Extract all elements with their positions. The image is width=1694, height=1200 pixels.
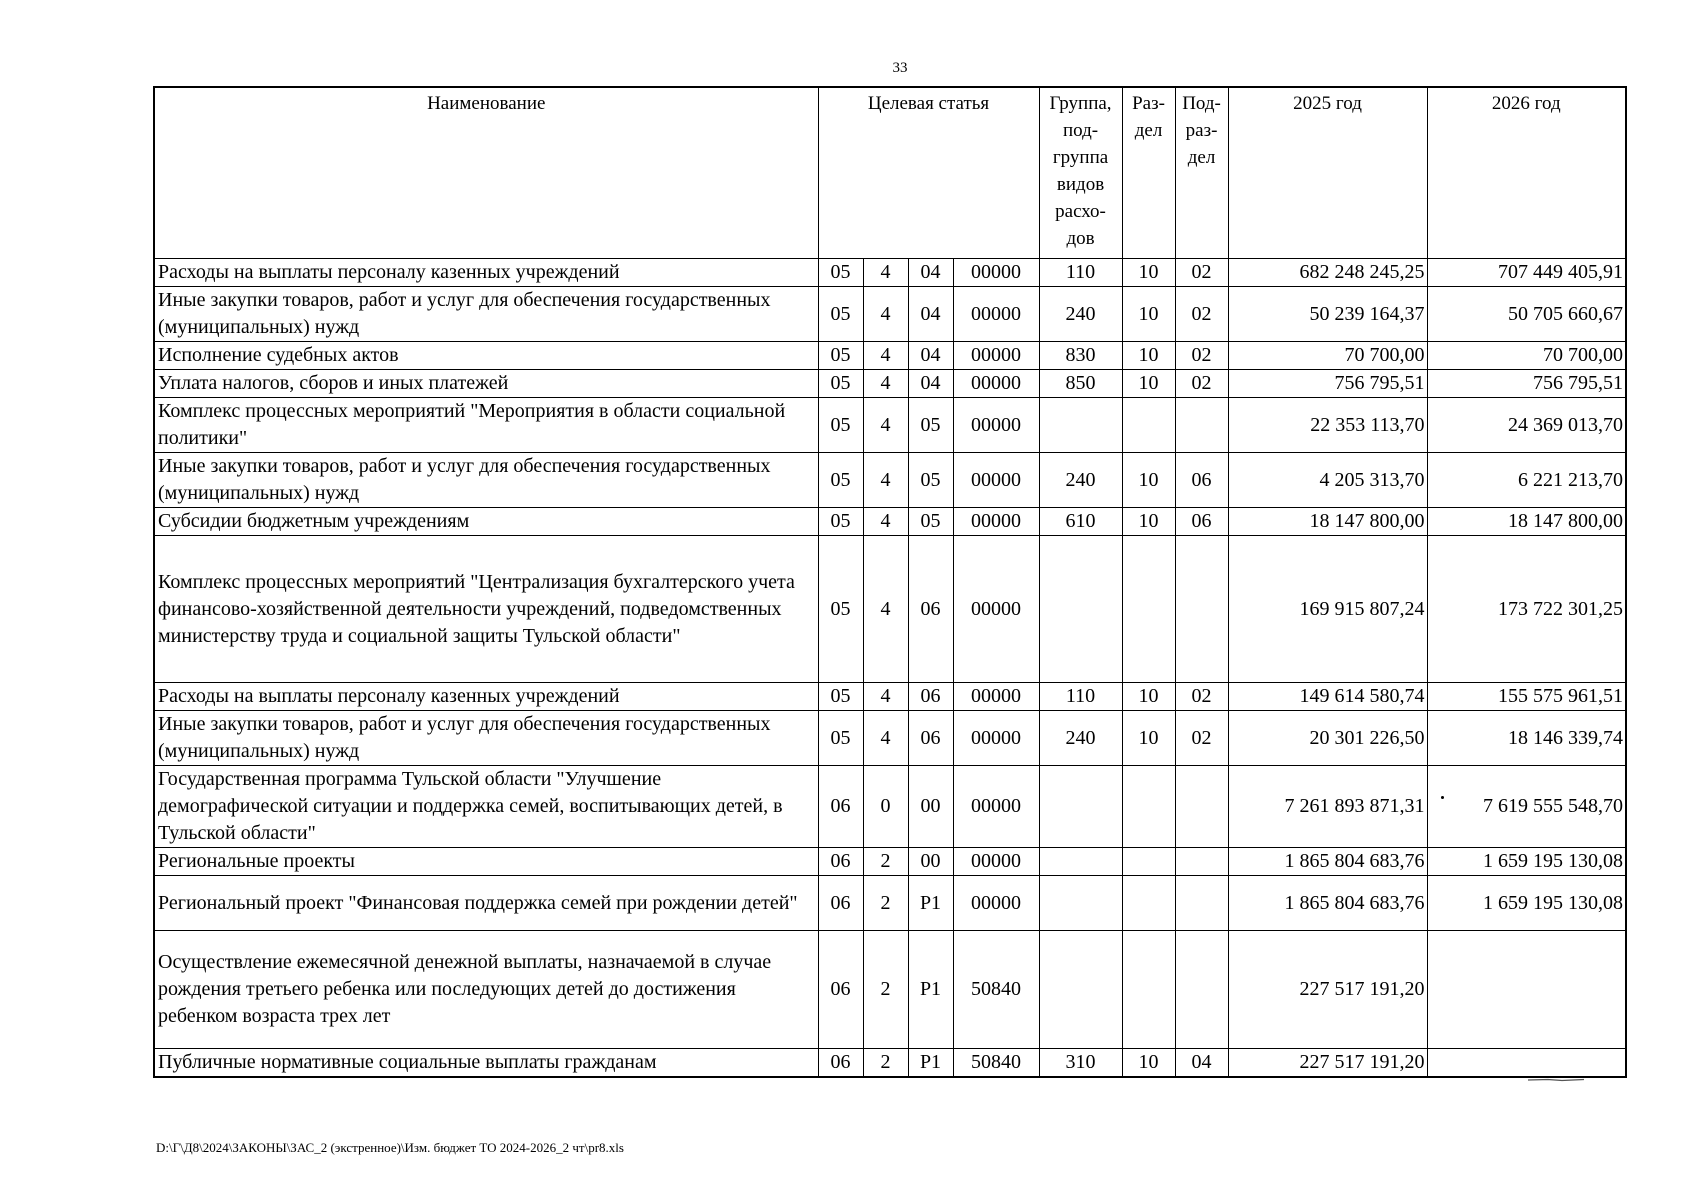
target-code-3: 05 bbox=[908, 453, 953, 508]
expense-group bbox=[1039, 876, 1122, 931]
amount-2025: 4 205 313,70 bbox=[1228, 453, 1427, 508]
subsection: 02 bbox=[1175, 683, 1228, 711]
target-code-3: P1 bbox=[908, 1049, 953, 1078]
subsection bbox=[1175, 766, 1228, 848]
target-code-1: 05 bbox=[818, 370, 863, 398]
target-code-2: 4 bbox=[863, 453, 908, 508]
amount-2025: 20 301 226,50 bbox=[1228, 711, 1427, 766]
section bbox=[1122, 876, 1175, 931]
target-code-2: 2 bbox=[863, 1049, 908, 1078]
table-row bbox=[154, 453, 1626, 508]
header-2026: 2026 год bbox=[1427, 87, 1626, 259]
table-body bbox=[154, 259, 1626, 1078]
row-name: Региональные проекты bbox=[154, 848, 818, 876]
target-code-3: 04 bbox=[908, 370, 953, 398]
row-name: Иные закупки товаров, работ и услуг для обеспечения государственных (муниципальных) нужд bbox=[154, 287, 818, 342]
target-code-1: 06 bbox=[818, 848, 863, 876]
target-code-4: 00000 bbox=[953, 508, 1039, 536]
amount-2026: 707 449 405,91 bbox=[1427, 259, 1626, 287]
subsection: 02 bbox=[1175, 342, 1228, 370]
target-code-2: 4 bbox=[863, 683, 908, 711]
subsection bbox=[1175, 848, 1228, 876]
pen-stroke-mark bbox=[1528, 1078, 1584, 1082]
target-code-3: 04 bbox=[908, 259, 953, 287]
target-code-2: 4 bbox=[863, 711, 908, 766]
row-name: Субсидии бюджетным учреждениям bbox=[154, 508, 818, 536]
subsection bbox=[1175, 931, 1228, 1049]
target-code-4: 00000 bbox=[953, 848, 1039, 876]
target-code-3: 04 bbox=[908, 342, 953, 370]
target-code-3: 05 bbox=[908, 398, 953, 453]
subsection: 06 bbox=[1175, 508, 1228, 536]
section bbox=[1122, 848, 1175, 876]
table-row bbox=[154, 287, 1626, 342]
amount-2026: 24 369 013,70 bbox=[1427, 398, 1626, 453]
section: 10 bbox=[1122, 287, 1175, 342]
header-name: Наименование bbox=[154, 87, 818, 259]
target-code-2: 4 bbox=[863, 370, 908, 398]
target-code-2: 4 bbox=[863, 259, 908, 287]
amount-2026: 6 221 213,70 bbox=[1427, 453, 1626, 508]
target-code-2: 0 bbox=[863, 766, 908, 848]
target-code-1: 05 bbox=[818, 711, 863, 766]
target-code-1: 05 bbox=[818, 259, 863, 287]
table-row bbox=[154, 370, 1626, 398]
expense-group: 240 bbox=[1039, 711, 1122, 766]
target-code-4: 50840 bbox=[953, 1049, 1039, 1078]
amount-2026 bbox=[1427, 931, 1626, 1049]
row-name: Расходы на выплаты персоналу казенных учреждений bbox=[154, 259, 818, 287]
target-code-3: P1 bbox=[908, 876, 953, 931]
amount-2026 bbox=[1427, 1049, 1626, 1078]
row-name: Публичные нормативные социальные выплаты гражданам bbox=[154, 1049, 818, 1078]
section: 10 bbox=[1122, 259, 1175, 287]
row-name: Осуществление ежемесячной денежной выплаты, назначаемой в случае рождения третьего ребенка или последующих детей до достижения ребенком возраста трех лет bbox=[154, 931, 818, 1049]
target-code-3: 06 bbox=[908, 683, 953, 711]
row-name: Комплекс процессных мероприятий "Централизация бухгалтерского учета финансово-хозяйственной деятельности учреждений, подведомственных министерству труда и социальной защиты Тульской области" bbox=[154, 536, 818, 683]
target-code-4: 00000 bbox=[953, 370, 1039, 398]
section bbox=[1122, 766, 1175, 848]
target-code-2: 4 bbox=[863, 342, 908, 370]
row-name: Региональный проект "Финансовая поддержка семей при рождении детей" bbox=[154, 876, 818, 931]
header-group: Группа, под-группа видов расхо-дов bbox=[1039, 87, 1122, 259]
expense-group: 110 bbox=[1039, 259, 1122, 287]
amount-2025: 682 248 245,25 bbox=[1228, 259, 1427, 287]
amount-2025: 18 147 800,00 bbox=[1228, 508, 1427, 536]
expense-group bbox=[1039, 398, 1122, 453]
target-code-1: 05 bbox=[818, 287, 863, 342]
target-code-3: 05 bbox=[908, 508, 953, 536]
subsection: 02 bbox=[1175, 711, 1228, 766]
table-row bbox=[154, 848, 1626, 876]
amount-2026: 18 147 800,00 bbox=[1427, 508, 1626, 536]
expense-group: 110 bbox=[1039, 683, 1122, 711]
amount-2026: 50 705 660,67 bbox=[1427, 287, 1626, 342]
target-code-3: 00 bbox=[908, 848, 953, 876]
budget-table bbox=[153, 86, 1627, 1078]
target-code-1: 05 bbox=[818, 508, 863, 536]
page-number: 33 bbox=[892, 60, 908, 76]
subsection bbox=[1175, 876, 1228, 931]
section: 10 bbox=[1122, 508, 1175, 536]
target-code-4: 00000 bbox=[953, 287, 1039, 342]
row-name: Расходы на выплаты персоналу казенных учреждений bbox=[154, 683, 818, 711]
target-code-4: 00000 bbox=[953, 259, 1039, 287]
expense-group: 610 bbox=[1039, 508, 1122, 536]
target-code-3: 06 bbox=[908, 711, 953, 766]
target-code-3: 06 bbox=[908, 536, 953, 683]
amount-2026: 18 146 339,74 bbox=[1427, 711, 1626, 766]
header-subsection: Под-раз-дел bbox=[1175, 87, 1228, 259]
amount-2026: 1 659 195 130,08 bbox=[1427, 848, 1626, 876]
section: 10 bbox=[1122, 683, 1175, 711]
target-code-1: 05 bbox=[818, 398, 863, 453]
amount-2025: 50 239 164,37 bbox=[1228, 287, 1427, 342]
target-code-1: 05 bbox=[818, 683, 863, 711]
stray-dot-mark bbox=[1441, 796, 1444, 799]
file-path-footer: D:\Г\Д8\2024\ЗАКОНЫ\ЗАС_2 (экстренное)\Изм. бюджет ТО 2024-2026_2 чт\pr8.xls bbox=[156, 1140, 624, 1155]
target-code-4: 00000 bbox=[953, 453, 1039, 508]
amount-2025: 169 915 807,24 bbox=[1228, 536, 1427, 683]
subsection: 06 bbox=[1175, 453, 1228, 508]
target-code-2: 4 bbox=[863, 508, 908, 536]
amount-2025: 7 261 893 871,31 bbox=[1228, 766, 1427, 848]
amount-2025: 22 353 113,70 bbox=[1228, 398, 1427, 453]
amount-2026: 155 575 961,51 bbox=[1427, 683, 1626, 711]
row-name: Иные закупки товаров, работ и услуг для обеспечения государственных (муниципальных) нужд bbox=[154, 711, 818, 766]
target-code-3: 04 bbox=[908, 287, 953, 342]
amount-2025: 1 865 804 683,76 bbox=[1228, 848, 1427, 876]
row-name: Исполнение судебных актов bbox=[154, 342, 818, 370]
section: 10 bbox=[1122, 370, 1175, 398]
target-code-4: 00000 bbox=[953, 536, 1039, 683]
row-name: Иные закупки товаров, работ и услуг для обеспечения государственных (муниципальных) нужд bbox=[154, 453, 818, 508]
amount-2026: 173 722 301,25 bbox=[1427, 536, 1626, 683]
subsection: 02 bbox=[1175, 259, 1228, 287]
header-target: Целевая статья bbox=[818, 87, 1039, 259]
subsection: 02 bbox=[1175, 370, 1228, 398]
target-code-3: P1 bbox=[908, 931, 953, 1049]
expense-group bbox=[1039, 931, 1122, 1049]
subsection: 04 bbox=[1175, 1049, 1228, 1078]
target-code-2: 4 bbox=[863, 398, 908, 453]
target-code-2: 2 bbox=[863, 848, 908, 876]
row-name: Уплата налогов, сборов и иных платежей bbox=[154, 370, 818, 398]
subsection bbox=[1175, 398, 1228, 453]
expense-group: 310 bbox=[1039, 1049, 1122, 1078]
table-row bbox=[154, 536, 1626, 683]
target-code-2: 2 bbox=[863, 931, 908, 1049]
target-code-2: 4 bbox=[863, 536, 908, 683]
target-code-4: 00000 bbox=[953, 766, 1039, 848]
table-row bbox=[154, 508, 1626, 536]
table-row bbox=[154, 711, 1626, 766]
amount-2026: 7 619 555 548,70 bbox=[1427, 766, 1626, 848]
expense-group bbox=[1039, 536, 1122, 683]
table-row bbox=[154, 398, 1626, 453]
amount-2025: 1 865 804 683,76 bbox=[1228, 876, 1427, 931]
expense-group bbox=[1039, 766, 1122, 848]
target-code-4: 50840 bbox=[953, 931, 1039, 1049]
target-code-1: 06 bbox=[818, 766, 863, 848]
amount-2025: 227 517 191,20 bbox=[1228, 1049, 1427, 1078]
section bbox=[1122, 536, 1175, 683]
expense-group: 850 bbox=[1039, 370, 1122, 398]
table-row bbox=[154, 876, 1626, 931]
amount-2025: 756 795,51 bbox=[1228, 370, 1427, 398]
expense-group: 830 bbox=[1039, 342, 1122, 370]
header-2025: 2025 год bbox=[1228, 87, 1427, 259]
table-row bbox=[154, 259, 1626, 287]
target-code-1: 06 bbox=[818, 1049, 863, 1078]
table-row bbox=[154, 683, 1626, 711]
table-header-row bbox=[154, 87, 1626, 259]
expense-group: 240 bbox=[1039, 287, 1122, 342]
amount-2026: 756 795,51 bbox=[1427, 370, 1626, 398]
target-code-1: 06 bbox=[818, 931, 863, 1049]
target-code-4: 00000 bbox=[953, 683, 1039, 711]
header-section: Раз-дел bbox=[1122, 87, 1175, 259]
target-code-4: 00000 bbox=[953, 342, 1039, 370]
table-row bbox=[154, 1049, 1626, 1078]
target-code-3: 00 bbox=[908, 766, 953, 848]
table-row bbox=[154, 766, 1626, 848]
target-code-1: 05 bbox=[818, 536, 863, 683]
section bbox=[1122, 398, 1175, 453]
subsection bbox=[1175, 536, 1228, 683]
target-code-4: 00000 bbox=[953, 398, 1039, 453]
row-name: Государственная программа Тульской области "Улучшение демографической ситуации и поддержка семей, воспитывающих детей, в Тульской области" bbox=[154, 766, 818, 848]
section bbox=[1122, 931, 1175, 1049]
target-code-4: 00000 bbox=[953, 876, 1039, 931]
target-code-2: 2 bbox=[863, 876, 908, 931]
amount-2025: 227 517 191,20 bbox=[1228, 931, 1427, 1049]
subsection: 02 bbox=[1175, 287, 1228, 342]
target-code-2: 4 bbox=[863, 287, 908, 342]
table-row bbox=[154, 931, 1626, 1049]
expense-group: 240 bbox=[1039, 453, 1122, 508]
amount-2025: 149 614 580,74 bbox=[1228, 683, 1427, 711]
amount-2026: 1 659 195 130,08 bbox=[1427, 876, 1626, 931]
target-code-1: 06 bbox=[818, 876, 863, 931]
section: 10 bbox=[1122, 342, 1175, 370]
section: 10 bbox=[1122, 711, 1175, 766]
target-code-1: 05 bbox=[818, 342, 863, 370]
section: 10 bbox=[1122, 453, 1175, 508]
expense-group bbox=[1039, 848, 1122, 876]
amount-2025: 70 700,00 bbox=[1228, 342, 1427, 370]
section: 10 bbox=[1122, 1049, 1175, 1078]
target-code-1: 05 bbox=[818, 453, 863, 508]
amount-2026: 70 700,00 bbox=[1427, 342, 1626, 370]
target-code-4: 00000 bbox=[953, 711, 1039, 766]
row-name: Комплекс процессных мероприятий "Мероприятия в области социальной политики" bbox=[154, 398, 818, 453]
table-row bbox=[154, 342, 1626, 370]
